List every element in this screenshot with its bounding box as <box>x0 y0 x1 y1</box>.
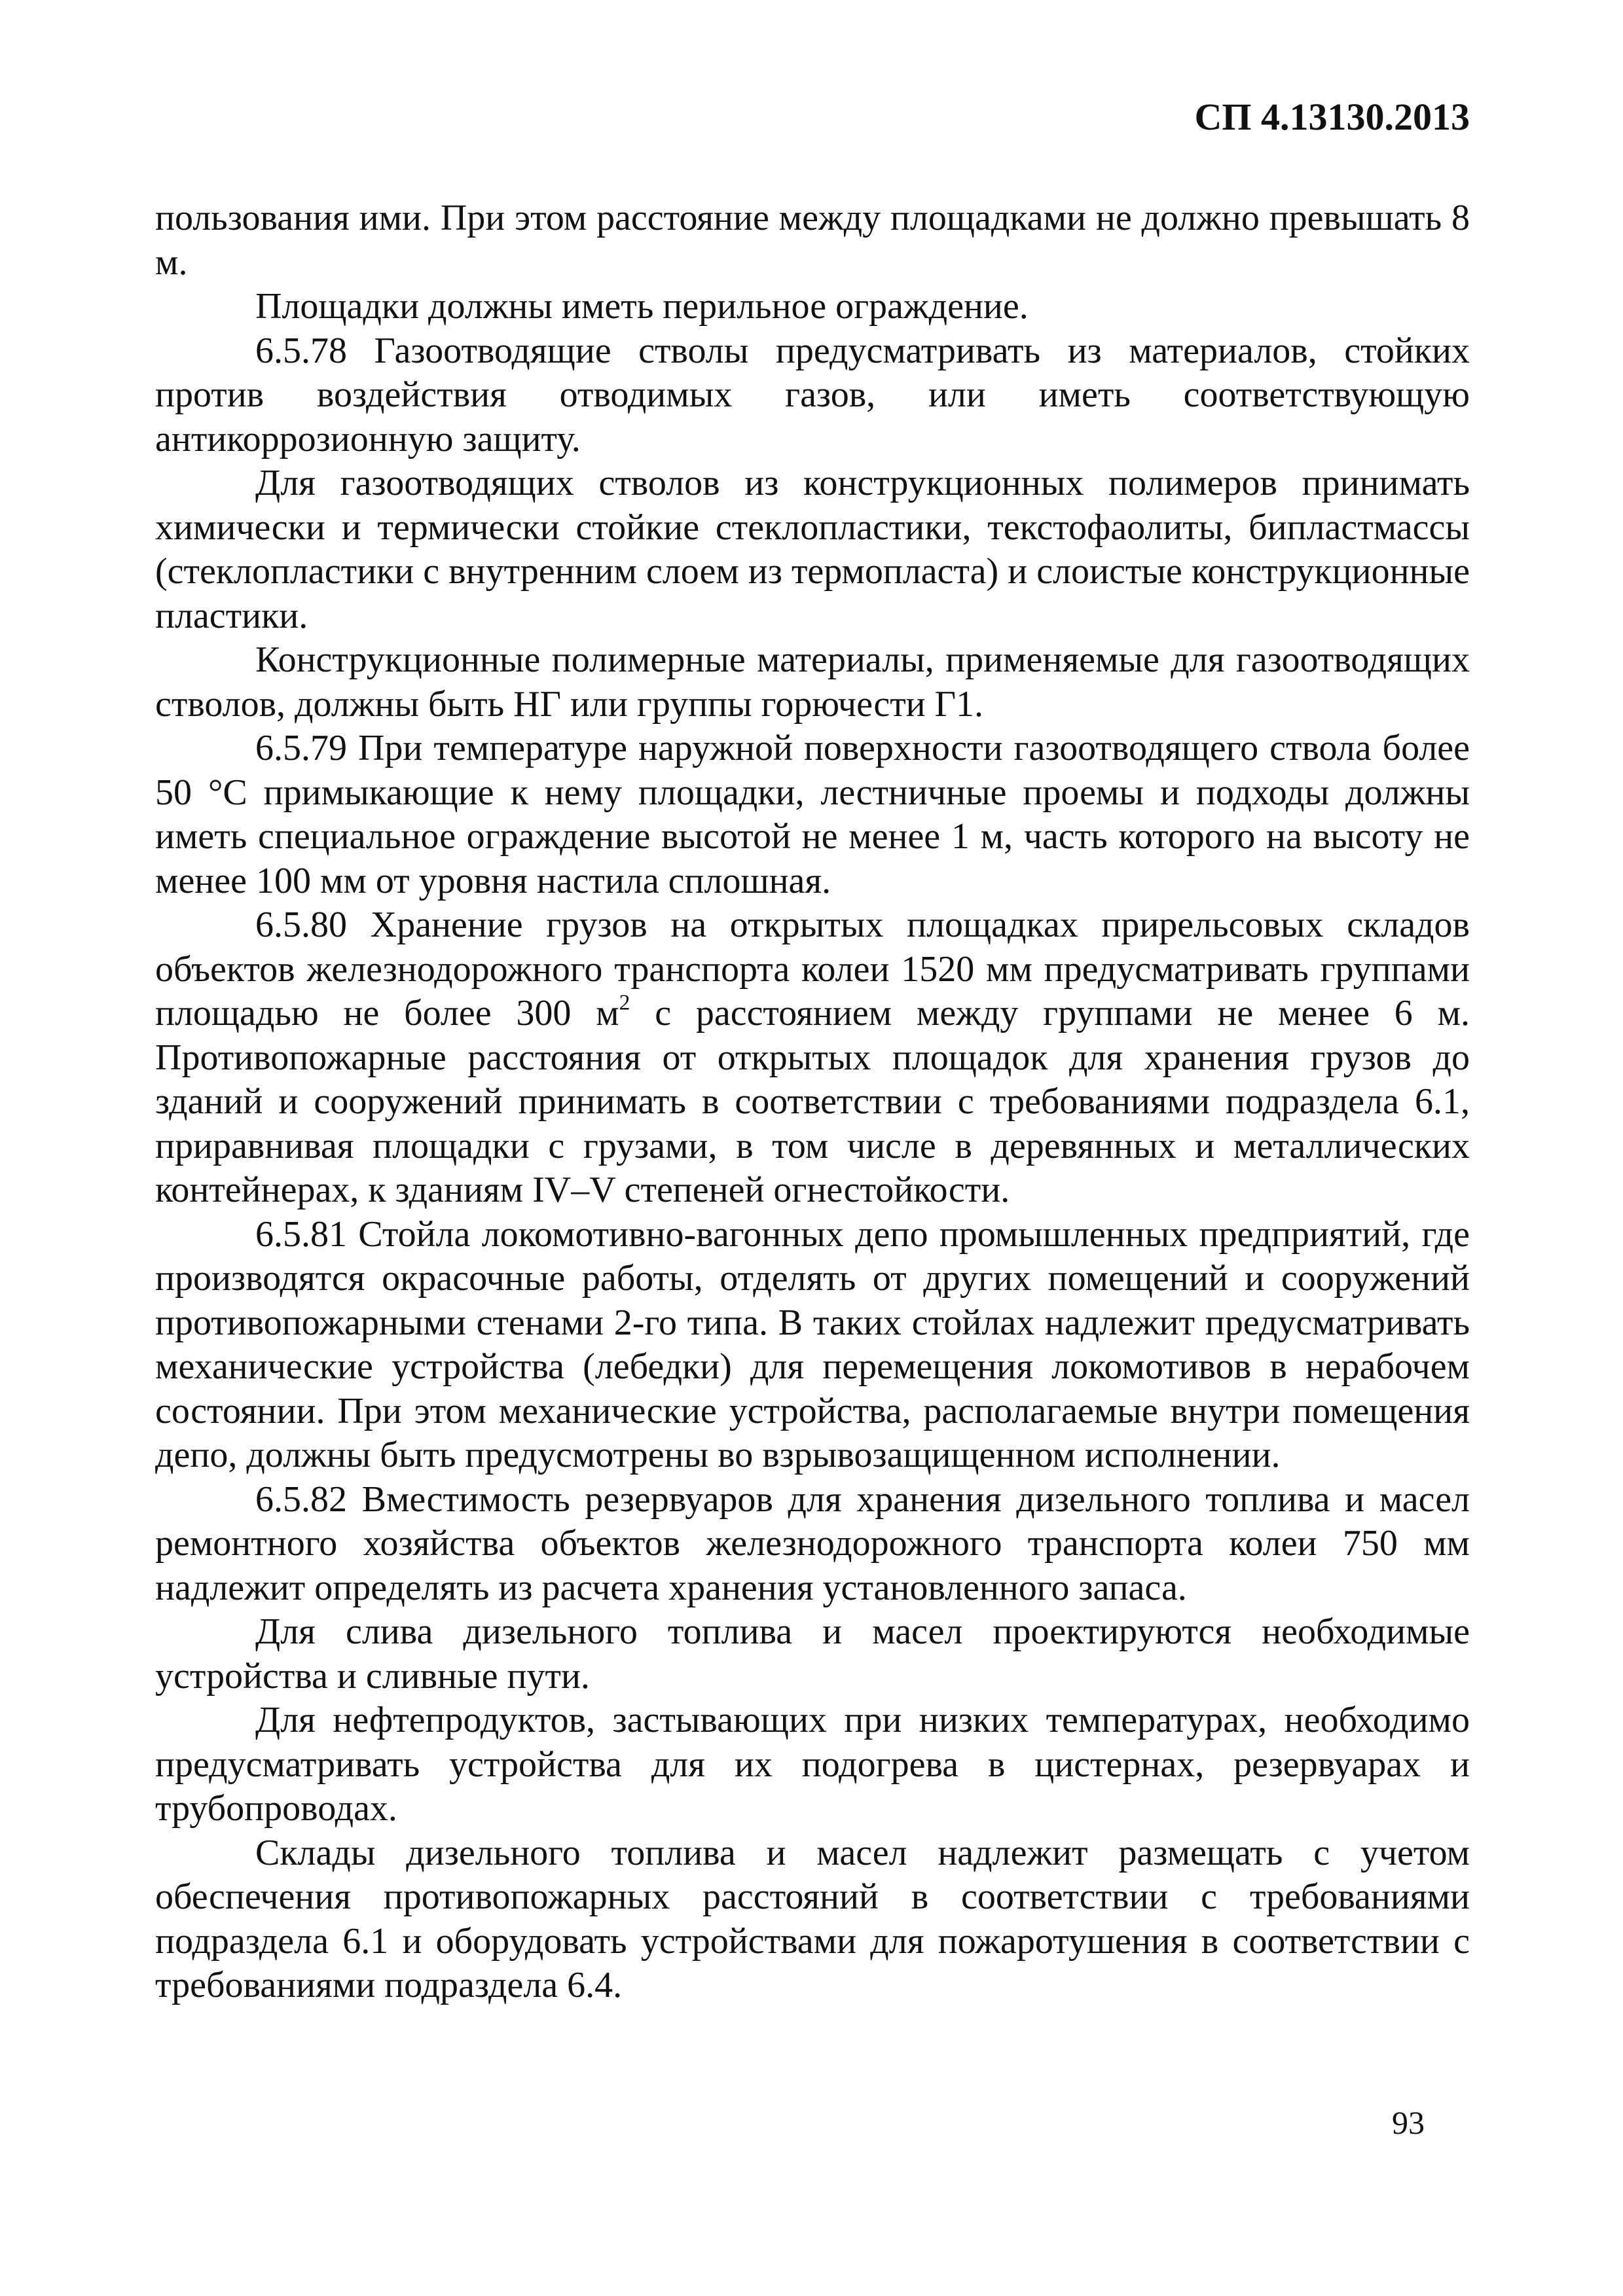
paragraph: Конструкционные полимерные материалы, применяемые для газоотводящих стволов, должны быть НГ или группы горючести Г1. <box>155 639 1470 725</box>
paragraph: 6.5.79 При температуре наружной поверхности газоотводящего ствола более 50 °С примыкающие к нему площадки, лестничные проемы и подходы должны иметь специальное ограждение высотой не менее 1 м, часть которого на высоту не менее 100 мм от уровня настила сплошная. <box>155 728 1470 901</box>
paragraph-text: 6.5.80 Хранение грузов на открытых площадках прирельсовых складов объектов железнодорожного транспорта колеи 1520 мм предусматривать группами площадью не более 300 м <box>155 905 1470 1033</box>
paragraph: Площадки должны иметь перильное ограждение. <box>255 286 1029 327</box>
paragraph: Для газоотводящих стволов из конструкционных полимеров принимать химически и термически стойкие стеклопластики, текстофаолиты, бипластмассы (стеклопластики с внутренним слоем из термопласта) и слоистые конструкционные пластики. <box>155 463 1470 636</box>
superscript: 2 <box>619 990 630 1015</box>
paragraph: Склады дизельного топлива и масел надлежит размещать с учетом обеспечения противопожарных расстояний в соответствии с требованиями подраздела 6.1 и оборудовать устройствами для пожаротушения в соответствии с требованиями подраздела 6.4. <box>155 1832 1470 2005</box>
document-code: СП 4.13130.2013 <box>1194 96 1470 138</box>
paragraph <box>155 903 1470 1213</box>
paragraph: 6.5.82 Вместимость резервуаров для хранения дизельного топлива и масел ремонтного хозяйства объектов железнодорожного транспорта колеи 750 мм надлежит определять из расчета хранения установленного запаса. <box>155 1479 1470 1608</box>
page-number: 93 <box>1392 2104 1425 2141</box>
paragraph: пользования ими. При этом расстояние между площадками не должно превышать 8 м. <box>155 198 1470 283</box>
paragraph: Для слива дизельного топлива и масел проектируются необходимые устройства и сливные пути. <box>155 1611 1470 1696</box>
paragraph: Для нефтепродуктов, застывающих при низких температурах, необходимо предусматривать устройства для их подогрева в цистернах, резервуарах и трубопроводах. <box>155 1700 1470 1829</box>
paragraph: 6.5.81 Стойла локомотивно-вагонных депо промышленных предприятий, где производятся окрасочные работы, отделять от других помещений и сооружений противопожарными стенами 2-го типа. В таких стойлах надлежит предусматривать механические устройства (лебедки) для перемещения локомотивов в нерабочем состоянии. При этом механические устройства, располагаемые внутри помещения депо, должны быть предусмотрены во взрывозащищенном исполнении. <box>155 1213 1470 1475</box>
paragraph-text: с расстоянием между группами не менее 6 м. Противопожарные расстояния от открытых площадок для хранения грузов до зданий и сооружений принимать в соответствии с требованиями подраздела 6.1, приравнивая площадки с грузами, в том числе в деревянных и металлических контейнерах, к зданиям IV–V степеней огнестойкости. <box>155 993 1470 1210</box>
document-body <box>155 196 1470 2008</box>
paragraph: 6.5.78 Газоотводящие стволы предусматривать из материалов, стойких против воздействия отводимых газов, или иметь соответствующую антикоррозионную защиту. <box>155 330 1470 459</box>
